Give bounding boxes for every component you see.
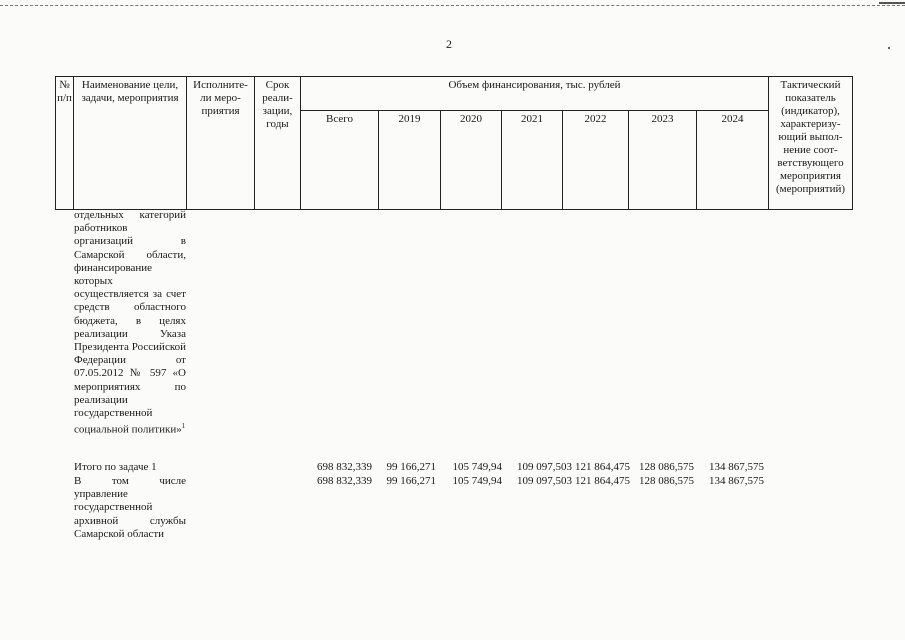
header-executor: Исполните-ли меро-приятия	[187, 77, 255, 210]
incl-value-2020: 105 749,94	[452, 475, 502, 487]
header-year-2022: 2022	[563, 111, 629, 210]
activity-text: отдельных категорий работников организаций в Самарской области, финансирование которых осуществляется за счет средств областного бюджета, в целях реализации Указа Президента Российской Федерации от 07.05.2012 № 597 «О мероприятиях по реализации государственной социальной политики»	[74, 209, 186, 436]
activity-description	[74, 209, 186, 437]
header-year-2019: 2019	[379, 111, 441, 210]
header-year-2023: 2023	[629, 111, 697, 210]
incl-value-2021: 109 097,503	[517, 475, 572, 487]
total-value-2022: 121 864,475	[575, 461, 630, 473]
header-name: Наименование цели, задачи, мероприятия	[74, 77, 187, 210]
incl-value-2022: 121 864,475	[575, 475, 630, 487]
header-total: Всего	[301, 111, 379, 210]
total-value-2021: 109 097,503	[517, 461, 572, 473]
table-header	[55, 76, 853, 210]
incl-value-2023: 128 086,575	[639, 475, 694, 487]
header-term: Срок реали-зации, годы	[255, 77, 301, 210]
header-year-2024: 2024	[697, 111, 769, 210]
total-value-2024: 134 867,575	[709, 461, 764, 473]
incl-value-2019: 99 166,271	[386, 475, 436, 487]
header-year-2021: 2021	[502, 111, 563, 210]
header-no: № п/п	[56, 77, 74, 210]
total-row-label: Итого по задаче 1	[74, 461, 157, 473]
total-value-2020: 105 749,94	[452, 461, 502, 473]
page-number: 2	[446, 37, 452, 51]
header-funding: Объем финансирования, тыс. рублей	[301, 77, 769, 111]
header-year-2020: 2020	[441, 111, 502, 210]
page-top-edge	[0, 5, 905, 6]
footnote-mark: 1	[181, 422, 186, 431]
scan-speck	[888, 47, 890, 49]
total-value-2019: 99 166,271	[386, 461, 436, 473]
incl-value-2024: 134 867,575	[709, 475, 764, 487]
total-value-all: 698 832,339	[317, 461, 372, 473]
page-corner-mark	[879, 2, 905, 4]
including-row-label: В том числе управление государственной архивной службы Самарской области	[74, 475, 186, 540]
header-indicator: Тактический показатель (индикатор), характеризу-ющий выпол-нение соот-ветствующего мероприятия (мероприятий)	[769, 77, 853, 210]
incl-value-all: 698 832,339	[317, 475, 372, 487]
total-value-2023: 128 086,575	[639, 461, 694, 473]
